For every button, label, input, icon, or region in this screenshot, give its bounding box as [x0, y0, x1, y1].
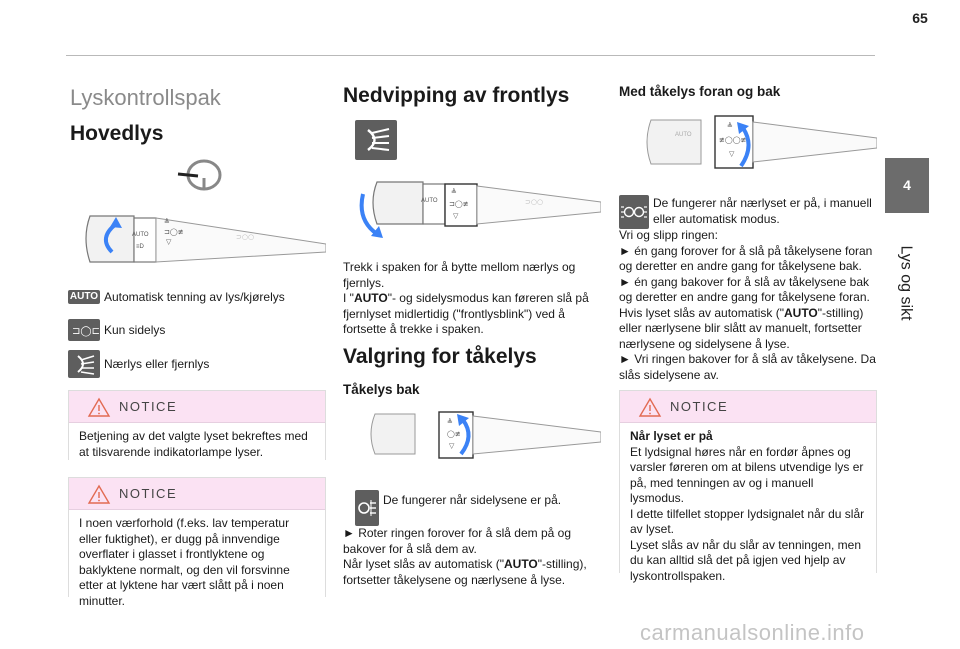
notice-box-lights-on [619, 390, 877, 583]
warning-icon [87, 397, 111, 417]
dipping-instructions: Trekk i spaken for å bytte mellom nærlys og fjernlys. I "AUTO"- og sidelysmodus kan føreren slå på fjernlyset midlertidig ("frontlysblink") ved å fortsette å trekke i spaken. [343, 260, 589, 336]
svg-text:≡D: ≡D [136, 244, 144, 250]
section-title: Lyskontrollspak [70, 85, 221, 110]
notice-box-indicator [68, 390, 326, 460]
warning-icon [638, 397, 662, 417]
subsection-title: Hovedlys [70, 122, 164, 145]
chapter-tab[interactable]: 4 [885, 158, 929, 213]
legend-auto: AUTO Automatisk tenning av lys/kjørelys [69, 290, 285, 304]
svg-text:▽: ▽ [449, 442, 455, 450]
svg-text:AUTO: AUTO [421, 198, 438, 204]
legend-headlights: Nærlys eller fjernlys [68, 350, 209, 378]
auto-icon: AUTO [69, 291, 99, 302]
steering-wheel-illustration [176, 158, 222, 194]
svg-text:≜: ≜ [447, 418, 453, 426]
flash-stalk-illustration [355, 172, 601, 242]
notice-title: NOTICE [670, 399, 729, 414]
top-rule [66, 55, 875, 56]
rear-fog-subtitle: Tåkelys bak [343, 382, 420, 397]
svg-text:≜: ≜ [727, 122, 733, 130]
notice-body: Når lyset er på Et lydsignal høres når en fordør åpnes og varsler føreren om at bilens utvendige lys er på, med tenningen av og i manuell lysmodus. I dette tilfellet stopper lydsignalet når du slår av lyset. Lyset slås av når du slår av tenningen, men du kan alltid slå det på igjen ved hjelp av lyskontrollspaken. [620, 422, 876, 573]
notice-box-condensation [68, 477, 326, 608]
svg-text:≜: ≜ [164, 218, 170, 226]
front-rear-fog-icon [619, 195, 649, 229]
notice-title: NOTICE [119, 399, 178, 414]
svg-text:⊃○○: ⊃○○ [525, 198, 544, 206]
svg-text:▽: ▽ [166, 238, 172, 246]
svg-text:≢◯◯≢: ≢◯◯≢ [719, 136, 747, 144]
fog-ring-title: Valgring for tåkelys [343, 345, 537, 368]
sidelights-icon [68, 319, 100, 341]
front-rear-fog-instructions: Vri og slipp ringen: ► én gang forover for å slå på tåkelysene foran og deretter en andre gang for tåkelysene bak. ► én gang bakover for å slå av tåkelysene bak og deretter en andre gang for tåkelysene foran. Hvis lyset slås av automatisk ("AUTO"-stilling) eller nærlysene blir slått av manuelt, fortsetter nærlysene og sidelysene å lyse. ► Vri ringen bakover for å slå av tåkelysene. Da slås sidelysene av. [619, 228, 876, 382]
headlight-dipping-title: Nedvipping av frontlys [343, 84, 570, 107]
svg-text:▽: ▽ [729, 150, 735, 158]
svg-text:AUTO: AUTO [675, 132, 692, 138]
svg-text:⊐◯≢: ⊐◯≢ [449, 200, 469, 208]
svg-text:⊐◯⊏: ⊐◯⊏ [72, 326, 100, 337]
rear-fog-icon [355, 490, 379, 526]
rear-fog-instructions: ► Roter ringen forover for å slå dem på og bakover for å slå dem av. Når lyset slås av automatisk ("AUTO"-stilling), fortsetter tåkelysene og nærlysene å lyse. [343, 526, 587, 587]
rear-fog-description: De fungerer når sidelysene er på. [383, 493, 562, 507]
headlights-icon [68, 350, 100, 378]
chapter-title: Lys og sikt [897, 245, 914, 321]
watermark: carmanualsonline.info [640, 620, 865, 645]
rear-fog-stalk-illustration [355, 402, 601, 468]
light-stalk-illustration [76, 204, 326, 270]
front-rear-fog-title: Med tåkelys foran og bak [619, 84, 781, 99]
headlights-icon [355, 120, 397, 160]
notice-title: NOTICE [119, 486, 178, 501]
notice-body: I noen værforhold (f.eks. lav temperatur eller fuktighet), er dugg på innvendige overflater i glasset i frontlyktene og baklyktene normalt, og den vil forsvinne etter at lyktene har vært slått på i noen minutter. [69, 509, 325, 597]
svg-text:▽: ▽ [453, 212, 459, 220]
notice-body: Betjening av det valgte lyset bekreftes med at tilsvarende indikatorlampe lyser. [69, 422, 325, 460]
page-number: 65 [912, 10, 928, 26]
front-rear-fog-description: De fungerer når nærlyset er på, i manuell eller automatisk modus. [653, 196, 872, 226]
svg-text:AUTO: AUTO [132, 232, 149, 238]
svg-text:⊃○○: ⊃○○ [236, 233, 255, 241]
warning-icon [87, 484, 111, 504]
svg-text:◯≢: ◯≢ [447, 430, 461, 438]
front-rear-fog-stalk-illustration [631, 108, 877, 178]
legend-sidelights: ⊐◯⊏ Kun sidelys [68, 319, 165, 341]
svg-text:⊐◯≢: ⊐◯≢ [164, 228, 184, 236]
svg-text:≜: ≜ [451, 188, 457, 196]
